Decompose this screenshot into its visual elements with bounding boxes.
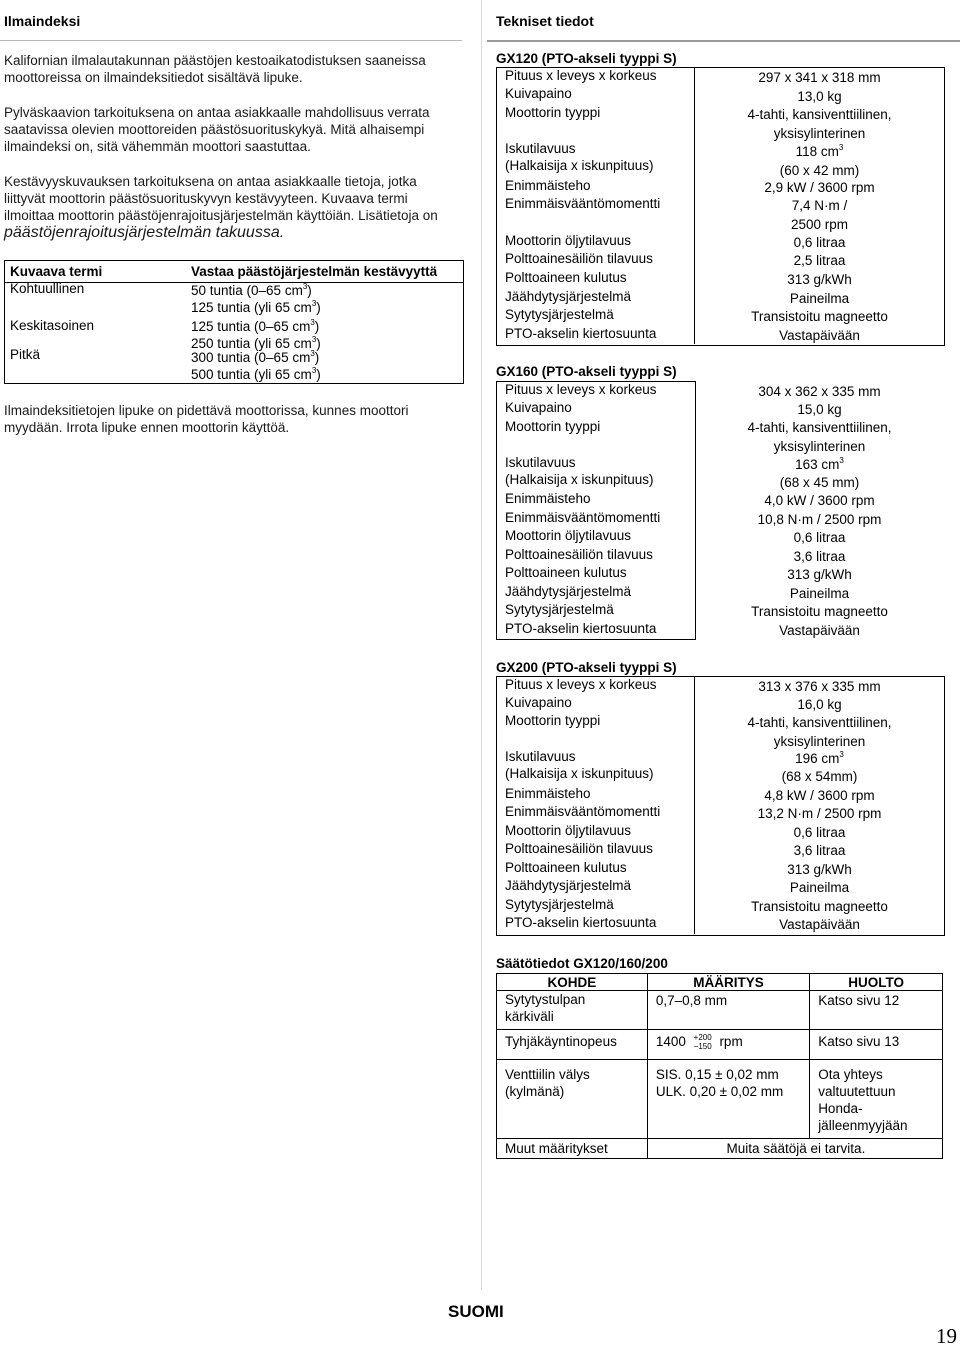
spec-label-displacement: Iskutilavuus <box>505 141 576 156</box>
adjustment-spec <box>647 1060 809 1139</box>
durability-value-line: 250 tuntia (yli 65 cm <box>191 336 312 351</box>
spec-value-line: 163 cm <box>795 457 840 472</box>
spec-value-cooling: Paineilma <box>789 880 850 895</box>
spec-value-line: 4-tahti, kansiventtiilinen, <box>747 420 892 435</box>
durability-value-extended <box>191 349 321 383</box>
durability-value-line: 125 tuntia (yli 65 cm <box>191 300 312 315</box>
superscript: 3 <box>311 335 317 344</box>
durability-term-intermediate: Keskitasoinen <box>10 318 95 333</box>
spec-value-oil: 0,6 litraa <box>793 530 846 545</box>
spec-value-dims: 297 x 341 x 318 mm <box>758 70 881 85</box>
paren: ) <box>314 319 320 334</box>
column-divider <box>481 0 482 1290</box>
adjustment-service-line: jälleenmyyjään <box>818 1118 908 1133</box>
adjustment-service <box>810 1060 943 1139</box>
spec-label-torque: Enimmäisvääntömomentti <box>505 196 661 211</box>
spec-value-displacement <box>696 456 943 491</box>
spec-value-line: (68 x 54mm) <box>781 769 858 784</box>
idle-speed-value: 1400 <box>655 1034 686 1049</box>
superscript: 3 <box>302 282 308 291</box>
spec-label-type: Moottorin tyyppi <box>505 105 601 120</box>
spec-value-power: 4,0 kW / 3600 rpm <box>764 493 875 508</box>
durability-header-value: Vastaa päästöjärjestelmän kestävyyttä <box>191 264 438 279</box>
spec-label-bore-stroke: (Halkaisija x iskunpituus) <box>505 472 654 487</box>
spec-value-line: yksisylinterinen <box>773 126 866 141</box>
paragraph-durability-warranty: päästöjenrajoitusjärjestelmän takuussa. <box>4 224 285 241</box>
spec-value-ignition: Transistoitu magneetto <box>751 899 888 914</box>
adjustment-item-line: Venttiilin välys <box>505 1067 590 1082</box>
spec-value-line: 4-tahti, kansiventtiilinen, <box>747 107 892 122</box>
spec-value-weight: 15,0 kg <box>797 402 842 417</box>
spec-label-weight: Kuivapaino <box>505 695 572 710</box>
adjustment-header-spec: MÄÄRITYS <box>647 974 809 991</box>
superscript: 3 <box>310 349 315 358</box>
adjustment-header-service: HUOLTO <box>810 974 943 991</box>
spec-label-weight: Kuivapaino <box>505 86 572 101</box>
durability-value-moderate <box>191 282 321 316</box>
spec-label-power: Enimmäisteho <box>505 786 591 801</box>
adjustment-row-valve <box>497 1060 943 1139</box>
spec-label-tank: Polttoainesäiliön tilavuus <box>505 251 653 266</box>
adjustment-row-other <box>497 1139 943 1159</box>
paragraph-durability-text: Kestävyyskuvauksen tarkoituksena on antaa asiakkaalle tietoja, jotka liittyvät moottorin päästösuorituskyvyn kestävyyteen. Kuvaava termi ilmoittaa moottorin päästöjenrajoitusjärjestelmän käyttöiän. Lisätietoja on <box>4 174 438 223</box>
spec-value-tank: 3,6 litraa <box>793 843 846 858</box>
idle-speed-unit: rpm <box>719 1034 743 1049</box>
spec-label-dims: Pituus x leveys x korkeus <box>505 68 657 83</box>
spec-label-torque: Enimmäisvääntömomentti <box>505 804 661 819</box>
spec-label-ignition: Sytytysjärjestelmä <box>505 897 614 912</box>
spec-label-bore-stroke: (Halkaisija x iskunpituus) <box>505 766 654 781</box>
section-title-specs <box>487 10 960 42</box>
spec-value-type <box>696 714 943 750</box>
spec-value-ignition: Transistoitu magneetto <box>751 604 888 619</box>
spec-value-tank: 3,6 litraa <box>793 549 846 564</box>
spec-label-torque: Enimmäisvääntömomentti <box>505 510 661 525</box>
spec-label-ignition: Sytytysjärjestelmä <box>505 307 614 322</box>
spec-label-type: Moottorin tyyppi <box>505 713 601 728</box>
section-title-text: Tekniset tiedot <box>496 13 594 29</box>
spec-value-type <box>696 419 943 455</box>
adjustment-spec-line: SIS. 0,15 ± 0,02 mm <box>655 1067 779 1082</box>
spec-value-fuel: 313 g/kWh <box>787 862 852 877</box>
spec-value-cooling: Paineilma <box>789 291 850 306</box>
spec-value-oil: 0,6 litraa <box>793 235 846 250</box>
superscript: 3 <box>838 143 844 152</box>
spec-label-bore-stroke: (Halkaisija x iskunpituus) <box>505 158 654 173</box>
spec-value-torque <box>696 197 943 233</box>
paren: ) <box>307 283 312 298</box>
durability-term-extended: Pitkä <box>10 347 41 362</box>
adjustment-item: Tyhjäkäyntinopeus <box>497 1030 648 1060</box>
durability-value-line: 500 tuntia (yli 65 cm <box>191 367 312 382</box>
adjustment-spec: 0,7–0,8 mm <box>647 991 809 1030</box>
spec-value-type <box>696 106 943 142</box>
adjustment-item: Muut määritykset <box>497 1139 648 1159</box>
page-number: 19 <box>936 1324 957 1348</box>
spec-value-fuel: 313 g/kWh <box>787 567 852 582</box>
spec-label-fuel: Polttoaineen kulutus <box>505 270 627 285</box>
superscript: 3 <box>310 318 315 327</box>
spec-label-fuel: Polttoaineen kulutus <box>505 565 627 580</box>
spec-label-oil: Moottorin öljytilavuus <box>505 528 632 543</box>
adjustment-item <box>497 991 648 1030</box>
spec-label-dims: Pituus x leveys x korkeus <box>505 382 657 397</box>
adjustment-table <box>496 973 943 1159</box>
spec-value-fuel: 313 g/kWh <box>787 272 852 287</box>
spec-value-cooling: Paineilma <box>789 586 850 601</box>
spec-label-type: Moottorin tyyppi <box>505 419 601 434</box>
spec-value-torque: 10,8 N·m / 2500 rpm <box>757 512 882 527</box>
spec-value-line: 7,4 N·m / <box>791 198 848 213</box>
spec-value-power: 4,8 kW / 3600 rpm <box>764 788 875 803</box>
durability-value-line: 50 tuntia (0–65 cm <box>191 283 303 298</box>
spec-value-torque: 13,2 N·m / 2500 rpm <box>757 806 882 821</box>
paren: ) <box>316 300 321 315</box>
adjustment-item-line: kärkiväli <box>505 1009 554 1024</box>
spec-value-ignition: Transistoitu magneetto <box>751 309 888 324</box>
spec-label-power: Enimmäisteho <box>505 178 591 193</box>
spec-label-pto: PTO-akselin kiertosuunta <box>505 326 657 341</box>
durability-term-moderate: Kohtuullinen <box>10 281 85 296</box>
spec-label-displacement: Iskutilavuus <box>505 749 576 764</box>
spec-value-displacement <box>696 750 943 785</box>
adjustment-row-spark-plug <box>497 991 943 1030</box>
paragraph-durability <box>4 173 459 241</box>
spec-value-line: yksisylinterinen <box>773 734 866 749</box>
spec-value-weight: 13,0 kg <box>797 89 842 104</box>
tolerance-plus: +200 <box>693 1033 712 1043</box>
spec-label-oil: Moottorin öljytilavuus <box>505 823 632 838</box>
spec-value-line: 2500 rpm <box>790 217 849 232</box>
durability-header-term: Kuvaava termi <box>10 264 103 279</box>
spec-value-displacement <box>696 143 943 179</box>
adjustment-spec <box>647 1030 809 1060</box>
spec-label-weight: Kuivapaino <box>505 400 572 415</box>
spec-label-oil: Moottorin öljytilavuus <box>505 233 632 248</box>
gx200-title: GX200 (PTO-akseli tyyppi S) <box>496 660 677 675</box>
spec-value-line: (60 x 42 mm) <box>779 163 860 178</box>
adjustment-service: Katso sivu 13 <box>810 1030 943 1060</box>
adjustment-header-row <box>497 974 943 991</box>
paren: ) <box>316 336 321 351</box>
adjustment-header-item: KOHDE <box>497 974 648 991</box>
spec-value-dims: 313 x 376 x 335 mm <box>758 679 881 694</box>
section-title-text: Ilmaindeksi <box>4 13 81 29</box>
spec-value-dims: 304 x 362 x 335 mm <box>758 384 881 399</box>
durability-value-intermediate <box>191 318 321 352</box>
spec-label-tank: Polttoainesäiliön tilavuus <box>505 841 653 856</box>
spec-value-oil: 0,6 litraa <box>793 825 846 840</box>
spec-label-tank: Polttoainesäiliön tilavuus <box>505 547 653 562</box>
superscript: 3 <box>311 299 317 308</box>
spec-value-pto: Vastapäivään <box>779 623 860 638</box>
spec-label-dims: Pituus x leveys x korkeus <box>505 677 657 692</box>
gx160-labels <box>496 381 696 638</box>
spec-value-pto: Vastapäivään <box>779 328 860 343</box>
idle-tolerance <box>694 1033 712 1051</box>
adjustment-service-line: valtuutettuun <box>818 1084 896 1099</box>
section-title-air-index <box>0 10 462 41</box>
durability-value-line: 125 tuntia (0–65 cm <box>191 319 311 334</box>
spec-value-line: 196 cm <box>795 751 840 766</box>
spec-label-cooling: Jäähdytysjärjestelmä <box>505 584 632 599</box>
spec-value-pto: Vastapäivään <box>779 917 860 932</box>
spec-label-power: Enimmäisteho <box>505 491 591 506</box>
adjustment-spec: Muita säätöjä ei tarvita. <box>647 1139 942 1159</box>
spec-label-pto: PTO-akselin kiertosuunta <box>505 621 657 636</box>
adjustment-item-line: (kylmänä) <box>505 1084 565 1099</box>
spec-value-line: 118 cm <box>795 144 839 159</box>
durability-value-line: 300 tuntia (0–65 cm <box>191 350 311 365</box>
spec-value-line: 4-tahti, kansiventtiilinen, <box>747 715 892 730</box>
adjustment-service-line: Honda- <box>818 1101 863 1116</box>
spec-label-ignition: Sytytysjärjestelmä <box>505 602 614 617</box>
spec-value-tank: 2,5 litraa <box>793 253 846 268</box>
spec-label-pto: PTO-akselin kiertosuunta <box>505 915 657 930</box>
adjustment-row-idle <box>497 1030 943 1060</box>
adjustment-item <box>497 1060 648 1139</box>
paragraph-label-note: Ilmaindeksitietojen lipuke on pidettävä moottorissa, kunnes moottori myydään. Irrota lipuke ennen moottorin käyttöä. <box>4 403 409 435</box>
superscript: 3 <box>839 750 844 759</box>
durability-table <box>4 260 464 384</box>
paren: ) <box>316 367 321 382</box>
spec-value-weight: 16,0 kg <box>797 697 842 712</box>
adjustment-service: Katso sivu 12 <box>810 991 943 1030</box>
spec-label-displacement: Iskutilavuus <box>505 455 576 470</box>
paren: ) <box>314 350 320 365</box>
spec-label-fuel: Polttoaineen kulutus <box>505 860 627 875</box>
language-label: SUOMI <box>448 1302 504 1321</box>
paragraph-intro: Kalifornian ilmalautakunnan päästöjen kestoaikatodistuksen saaneissa moottoreissa on ilmaindeksitiedot sisältävä lipuke. <box>4 53 426 85</box>
spec-value-line: (68 x 45 mm) <box>779 475 860 490</box>
adjustment-spec-line: ULK. 0,20 ± 0,02 mm <box>655 1084 784 1099</box>
superscript: 3 <box>311 366 317 375</box>
tolerance-minus: −150 <box>693 1042 712 1052</box>
gx160-title: GX160 (PTO-akseli tyyppi S) <box>496 364 677 379</box>
spec-value-power: 2,9 kW / 3600 rpm <box>764 180 875 195</box>
spec-label-cooling: Jäähdytysjärjestelmä <box>505 289 632 304</box>
paragraph-bar-chart: Pylväskaavion tarkoituksena on antaa asiakkaalle mahdollisuus verrata saatavissa olevien moottoreiden päästösuorituskykyä. Mitä alhaisempi ilmaindeksi on, sitä vähemmän moottori saastuttaa. <box>4 105 430 154</box>
superscript: 3 <box>839 456 844 465</box>
adjustment-service-line: Ota yhteys <box>818 1067 883 1082</box>
spec-value-line: yksisylinterinen <box>773 439 866 454</box>
adjustment-item-line: Sytytystulpan <box>505 992 586 1007</box>
adjustment-title: Säätötiedot GX120/160/200 <box>496 956 668 971</box>
spec-label-cooling: Jäähdytysjärjestelmä <box>505 878 632 893</box>
gx120-title: GX120 (PTO-akseli tyyppi S) <box>496 51 677 66</box>
